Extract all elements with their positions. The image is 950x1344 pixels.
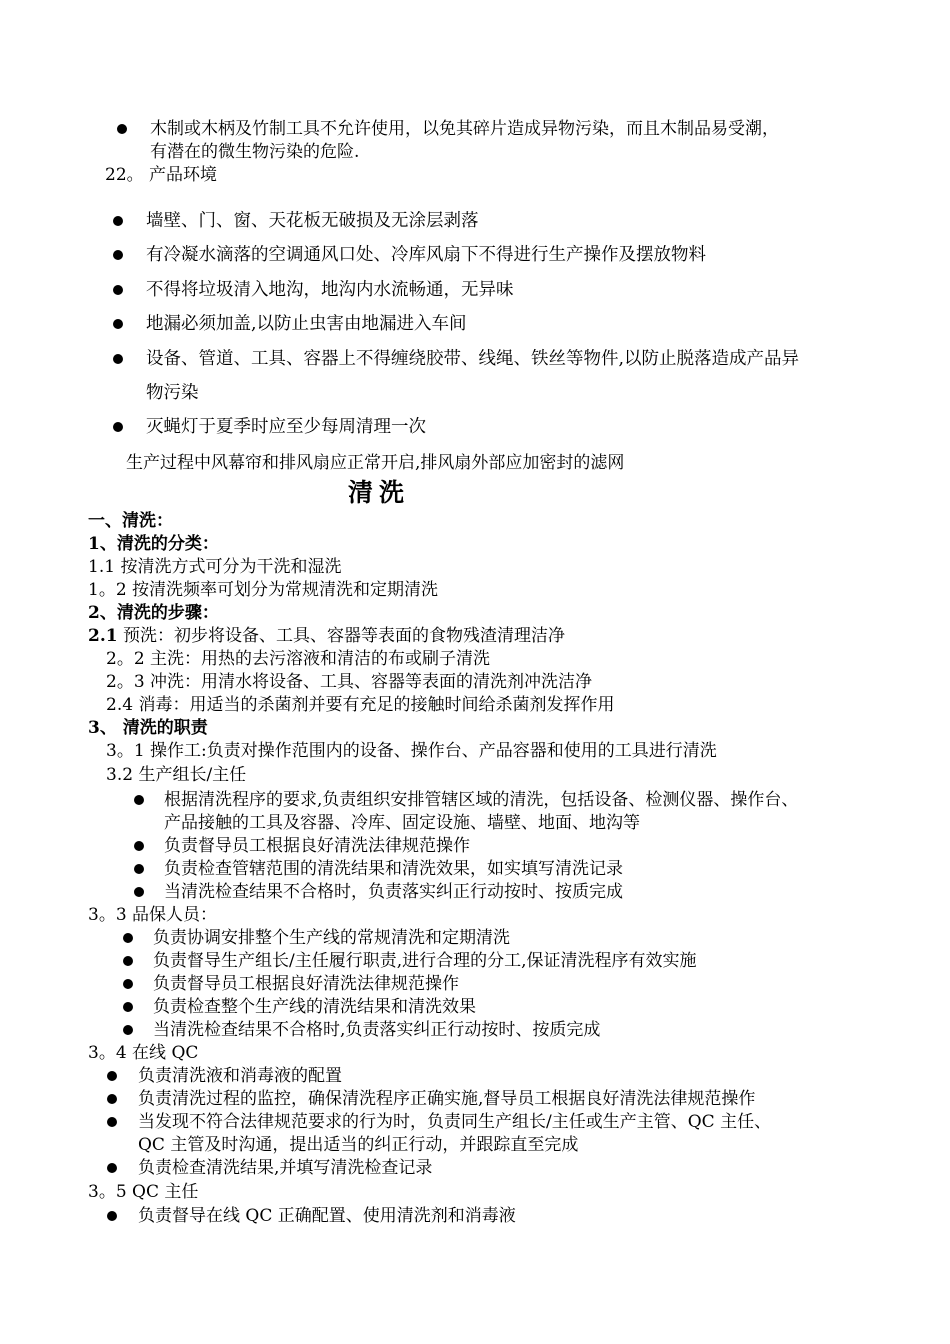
paragraph: 1.1 按清洗方式可分为干洗和湿洗	[88, 557, 342, 577]
list-item: 负责清洗液和消毒液的配置	[138, 1066, 342, 1086]
list-item: 设备、管道、工具、容器上不得缠绕胶带、线绳、铁丝等物件,以防止脱落造成产品异	[146, 349, 800, 369]
bullet-text: 木制或木柄及竹制工具不允许使用，以免其碎片造成异物污染，而且木制品易受潮，	[150, 119, 779, 139]
paragraph: 2。2 主洗：用热的去污溶液和清洁的布或刷子清洗	[106, 649, 491, 669]
list-item: 负责督导员工根据良好清洗法律规范操作	[153, 974, 459, 994]
list-item: 负责清洗过程的监控，确保清洗程序正确实施,督导员工根据良好清洗法律规范操作	[138, 1089, 756, 1109]
list-item: 负责督导员工根据良好清洗法律规范操作	[164, 836, 470, 856]
bullet-icon	[123, 979, 133, 989]
list-item: 负责督导生产组长/主任履行职责,进行合理的分工,保证清洗程序有效实施	[153, 951, 697, 971]
paragraph: 3。3 品保人员：	[88, 905, 218, 925]
bullet-icon	[123, 956, 133, 966]
bullet-icon	[123, 1002, 133, 1012]
bullet-text: 有潜在的微生物污染的危险.	[150, 142, 360, 162]
item-text: 预洗：初步将设备、工具、容器等表面的食物残渣清理洁净	[117, 626, 565, 646]
subsection-heading: 1、清洗的分类：	[88, 534, 219, 554]
list-item: 负责检查清洗结果,并填写清洗检查记录	[138, 1158, 433, 1178]
note: 生产过程中风幕帘和排风扇应正常开启,排风扇外部应加密封的滤网	[126, 453, 625, 473]
bullet-icon	[113, 354, 123, 364]
list-item: 负责检查整个生产线的清洗结果和清洗效果	[153, 997, 476, 1017]
list-item: 负责督导在线 QC 正确配置、使用清洗剂和消毒液	[138, 1206, 516, 1226]
bullet-icon	[107, 1094, 117, 1104]
bullet-icon	[117, 124, 127, 134]
bullet-icon	[134, 864, 144, 874]
list-item: 当发现不符合法律规范要求的行为时，负责同生产组长/主任或生产主管、QC 主任、	[138, 1112, 772, 1132]
section-heading: 一、清洗：	[88, 511, 173, 531]
bullet-icon	[113, 285, 123, 295]
paragraph: 2.4 消毒：用适当的杀菌剂并要有充足的接触时间给杀菌剂发挥作用	[106, 695, 615, 715]
bullet-icon	[134, 795, 144, 805]
paragraph: 3。4 在线 QC	[88, 1043, 199, 1063]
list-item: 墙壁、门、窗、天花板无破损及无涂层剥落	[146, 211, 479, 231]
list-item: 负责协调安排整个生产线的常规清洗和定期清洗	[153, 928, 510, 948]
paragraph: 3.2 生产组长/主任	[106, 765, 247, 785]
bullet-icon	[107, 1071, 117, 1081]
subsection-heading: 2、清洗的步骤：	[88, 603, 219, 623]
bullet-icon	[113, 319, 123, 329]
bullet-icon	[113, 216, 123, 226]
bullet-icon	[113, 422, 123, 432]
subsection-heading: 3、 清洗的职责	[88, 718, 208, 738]
bullet-icon	[134, 841, 144, 851]
list-item: 产品接触的工具及容器、冷库、固定设施、墙壁、地面、地沟等	[164, 813, 640, 833]
section-heading: 22。 产品环境	[105, 165, 218, 185]
list-item: 有冷凝水滴落的空调通风口处、冷库风扇下不得进行生产操作及摆放物料	[146, 245, 706, 265]
list-item: 根据清洗程序的要求,负责组织安排管辖区域的清洗，包括设备、检测仪器、操作台、	[164, 790, 799, 810]
list-item: 灭蝇灯于夏季时应至少每周清理一次	[146, 417, 426, 437]
item-number: 2.1	[88, 626, 118, 646]
page-title: 清洗	[347, 478, 410, 507]
bullet-icon	[134, 887, 144, 897]
paragraph: 3。1 操作工:负责对操作范围内的设备、操作台、产品容器和使用的工具进行清洗	[106, 741, 717, 761]
bullet-icon	[107, 1163, 117, 1173]
list-item: 当清洗检查结果不合格时，负责落实纠正行动按时、按质完成	[164, 882, 623, 902]
list-item: 当清洗检查结果不合格时,负责落实纠正行动按时、按质完成	[153, 1020, 601, 1040]
list-item: QC 主管及时沟通，提出适当的纠正行动，并跟踪直至完成	[138, 1135, 579, 1155]
list-item: 负责检查管辖范围的清洗结果和清洗效果，如实填写清洗记录	[164, 859, 623, 879]
list-item: 不得将垃圾清入地沟，地沟内水流畅通，无异味	[146, 280, 514, 300]
bullet-icon	[123, 1025, 133, 1035]
list-item: 物污染	[146, 383, 199, 403]
bullet-icon	[113, 250, 123, 260]
bullet-icon	[107, 1211, 117, 1221]
list-item: 地漏必须加盖,以防止虫害由地漏进入车间	[146, 314, 467, 334]
bullet-icon	[123, 933, 133, 943]
paragraph	[88, 625, 565, 647]
paragraph: 2。3 冲洗：用清水将设备、工具、容器等表面的清洗剂冲洗洁净	[106, 672, 593, 692]
bullet-icon	[107, 1117, 117, 1127]
paragraph: 3。5 QC 主任	[88, 1182, 199, 1202]
paragraph: 1。2 按清洗频率可划分为常规清洗和定期清洗	[88, 580, 439, 600]
